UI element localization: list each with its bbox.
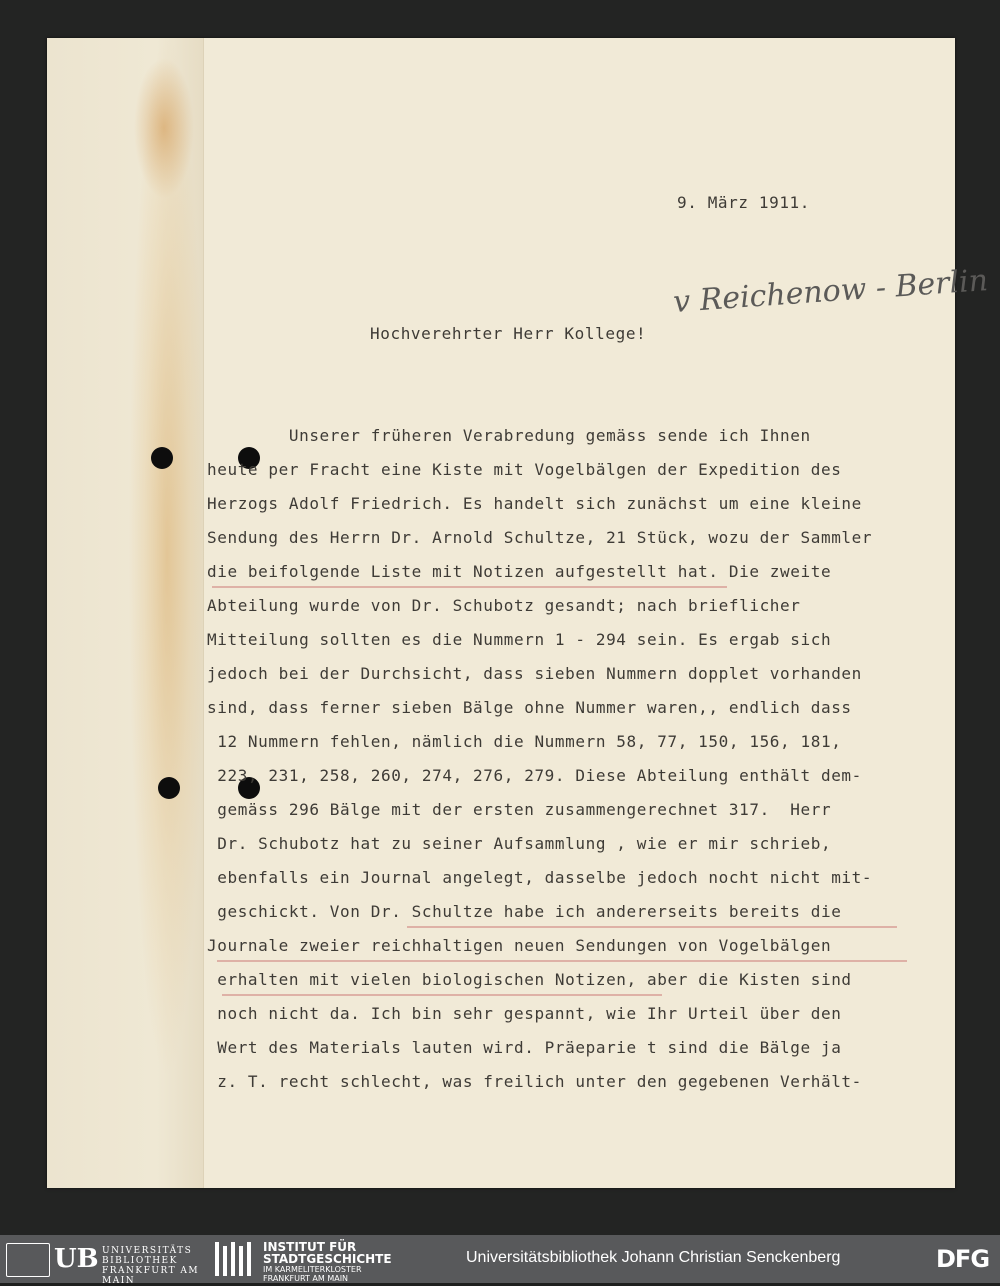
letter-line: die beifolgende Liste mit Notizen aufgestellt hat. Die zweite bbox=[207, 562, 832, 581]
letter-line: 12 Nummern fehlen, nämlich die Nummern 58, 77, 150, 156, 181, bbox=[207, 732, 842, 751]
letter-line: ebenfalls ein Journal angelegt, dasselbe jedoch nocht nicht mit- bbox=[207, 868, 873, 887]
letter-line: noch nicht da. Ich bin sehr gespannt, wie Ihr Urteil über den bbox=[207, 1004, 842, 1023]
isg-line-2: STADTGESCHICHTE bbox=[263, 1252, 392, 1266]
letter-line: heute per Fracht eine Kiste mit Vogelbälgen der Expedition des bbox=[207, 460, 842, 479]
letter-line: 223, 231, 258, 260, 274, 276, 279. Diese Abteilung enthält dem- bbox=[207, 766, 862, 785]
red-underline bbox=[222, 994, 662, 996]
ub-logo-text bbox=[102, 1246, 201, 1286]
letter-line: gemäss 296 Bälge mit der ersten zusammengerechnet 317. Herr bbox=[207, 800, 832, 819]
isg-line-4: FRANKFURT AM MAIN bbox=[263, 1274, 349, 1283]
letter-line: sind, dass ferner sieben Bälge ohne Nummer waren,, endlich dass bbox=[207, 698, 852, 717]
ub-line-1: UNIVERSITÄTS bbox=[102, 1246, 193, 1256]
red-underline bbox=[212, 586, 727, 588]
handwritten-addressee: v Reichenow - Berlin bbox=[672, 263, 990, 320]
letter-line: Wert des Materials lauten wird. Präeparie t sind die Bälge ja bbox=[207, 1038, 842, 1057]
ub-line-2: BIBLIOTHEK bbox=[102, 1256, 178, 1266]
letter-line: Abteilung wurde von Dr. Schubotz gesandt; nach brieflicher bbox=[207, 596, 801, 615]
ub-line-3: FRANKFURT AM MAIN bbox=[102, 1266, 200, 1286]
letter-salutation: Hochverehrter Herr Kollege! bbox=[370, 324, 647, 343]
letter-line: Mitteilung sollten es die Nummern 1 - 294 sein. Es ergab sich bbox=[207, 630, 832, 649]
letter-date: 9. März 1911. bbox=[677, 193, 811, 212]
letter-line: Herzogs Adolf Friedrich. Es handelt sich zunächst um eine kleine bbox=[207, 494, 862, 513]
letter-line: Dr. Schubotz hat zu seiner Aufsammlung , wie er mir schrieb, bbox=[207, 834, 832, 853]
letter-line: z. T. recht schlecht, was freilich unter den gegebenen Verhält- bbox=[207, 1072, 862, 1091]
letter-line: geschickt. Von Dr. Schultze habe ich andererseits bereits die bbox=[207, 902, 842, 921]
letter-line: Sendung des Herrn Dr. Arnold Schultze, 21 Stück, wozu der Sammler bbox=[207, 528, 873, 547]
punch-hole bbox=[151, 447, 173, 469]
library-name[interactable]: Universitätsbibliothek Johann Christian Senckenberg bbox=[466, 1249, 841, 1266]
water-stain-top bbox=[129, 48, 199, 208]
isg-line-3: IM KARMELITERKLOSTER bbox=[263, 1265, 362, 1274]
red-underline bbox=[407, 926, 897, 928]
red-underline bbox=[217, 960, 907, 962]
isg-logo[interactable] bbox=[215, 1240, 415, 1283]
isg-line-1: INSTITUT FÜR bbox=[263, 1240, 357, 1254]
dfg-logo[interactable]: DFG bbox=[936, 1245, 990, 1273]
ub-logo[interactable] bbox=[6, 1241, 201, 1286]
letter-line: jedoch bei der Durchsicht, dass sieben Nummern dopplet vorhanden bbox=[207, 664, 862, 683]
isg-logo-text bbox=[263, 1241, 392, 1283]
goethe-portrait-icon bbox=[6, 1243, 50, 1277]
water-stain bbox=[127, 38, 207, 1188]
letter-line: erhalten mit vielen biologischen Notizen, aber die Kisten sind bbox=[207, 970, 852, 989]
letter-line: Journale zweier reichhaltigen neuen Sendungen von Vogelbälgen bbox=[207, 936, 832, 955]
punch-hole bbox=[158, 777, 180, 799]
letter-page bbox=[47, 38, 990, 1188]
ub-logo-letters: UB bbox=[54, 1244, 99, 1274]
arches-icon bbox=[215, 1242, 253, 1276]
letter-line: Unserer früheren Verabredung gemäss sende ich Ihnen bbox=[207, 426, 811, 445]
footer-bar bbox=[0, 1235, 1000, 1286]
